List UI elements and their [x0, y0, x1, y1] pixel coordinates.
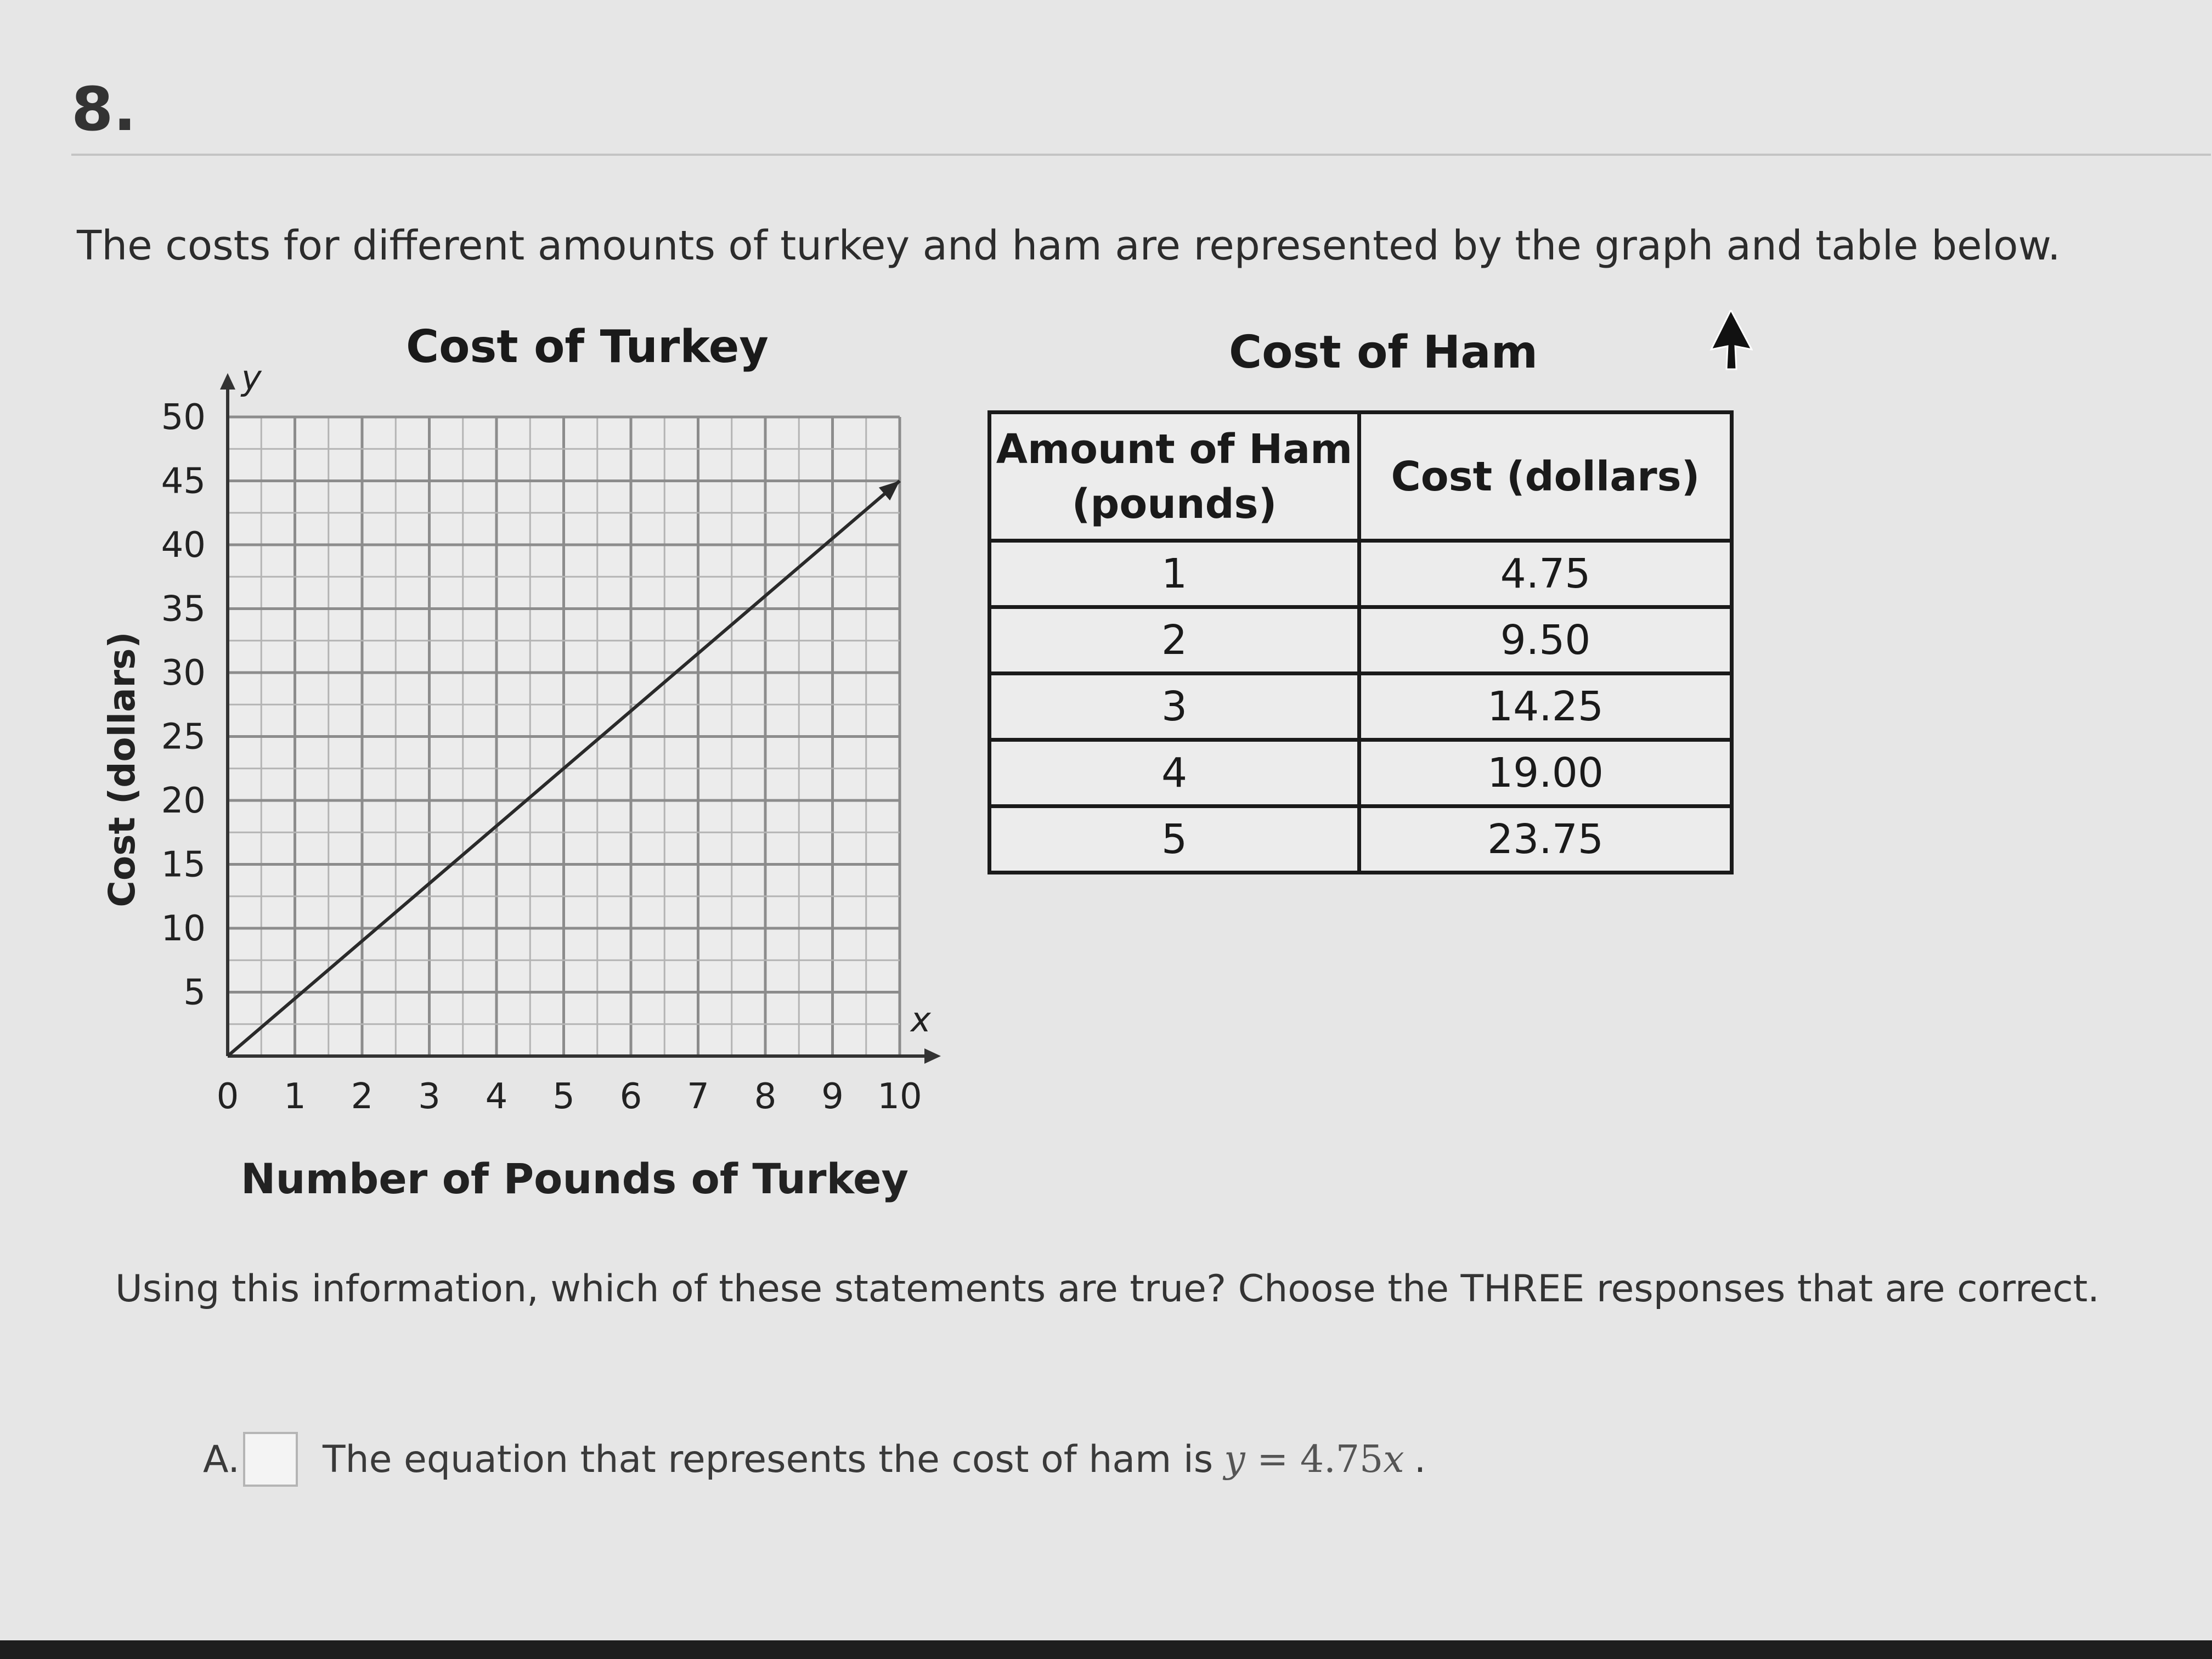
x-axis-title: Number of Pounds of Turkey — [240, 1154, 909, 1203]
y-tick-label: 35 — [161, 589, 206, 630]
x-tick-label: 2 — [351, 1076, 374, 1117]
x-tick-label: 1 — [284, 1076, 306, 1117]
mouse-pointer-icon — [1709, 310, 1753, 370]
table-header-cost: Cost (dollars) — [1359, 413, 1732, 541]
y-tick-label: 50 — [161, 397, 206, 438]
table-cell-cost: 14.25 — [1359, 674, 1732, 740]
equation-x: x — [1383, 1437, 1404, 1481]
x-tick-label: 5 — [552, 1076, 575, 1117]
y-tick-label: 40 — [161, 525, 206, 566]
y-tick-label: 20 — [161, 781, 206, 821]
equation-variable: y — [1224, 1437, 1245, 1481]
y-tick-label: 10 — [161, 909, 206, 949]
table-cell-cost: 19.00 — [1359, 740, 1732, 806]
y-axis-letter: y — [241, 358, 262, 398]
table-cell-cost: 4.75 — [1359, 541, 1732, 607]
equation-equals: = — [1245, 1437, 1300, 1481]
x-tick-label: 9 — [821, 1076, 844, 1117]
x-tick-label: 6 — [619, 1076, 642, 1117]
table-cell-amount: 2 — [990, 607, 1359, 674]
y-tick-label: 5 — [183, 972, 206, 1013]
chart-title: Cost of Turkey — [406, 321, 769, 373]
table-row — [990, 806, 1732, 873]
table-cell-amount: 5 — [990, 806, 1359, 873]
table-header-amount: Amount of Ham (pounds) — [990, 413, 1359, 541]
x-tick-label: 0 — [216, 1076, 239, 1117]
table-row — [990, 674, 1732, 740]
y-tick-label: 30 — [161, 653, 206, 693]
option-a[interactable] — [203, 1432, 1426, 1487]
x-tick-label: 7 — [687, 1076, 709, 1117]
ham-cost-table — [988, 410, 1734, 874]
question-prompt: The costs for different amounts of turkey and ham are represented by the graph and table below. — [77, 222, 2061, 269]
option-text: The equation that represents the cost of ham is — [322, 1437, 1214, 1481]
table-header-row — [990, 413, 1732, 541]
question-number: 8. — [71, 74, 137, 144]
question-instructions: Using this information, which of these statements are true? Choose the THREE responses that are correct. — [115, 1267, 2100, 1311]
divider — [71, 154, 2211, 156]
table-row — [990, 607, 1732, 674]
table-cell-amount: 4 — [990, 740, 1359, 806]
table-cell-cost: 9.50 — [1359, 607, 1732, 674]
y-tick-label: 15 — [161, 844, 206, 885]
y-axis-arrow-icon — [220, 373, 235, 390]
y-tick-label: 25 — [161, 716, 206, 758]
table-cell-cost: 23.75 — [1359, 806, 1732, 873]
x-tick-label: 3 — [418, 1076, 441, 1117]
option-equation — [1224, 1438, 1404, 1481]
table-cell-amount: 1 — [990, 541, 1359, 607]
table-cell-amount: 3 — [990, 674, 1359, 740]
x-tick-label: 10 — [877, 1076, 922, 1117]
x-tick-label: 4 — [485, 1076, 508, 1117]
x-axis-arrow-icon — [924, 1048, 941, 1064]
equation-coefficient: 4.75 — [1300, 1437, 1384, 1481]
turkey-cost-chart — [0, 329, 988, 1207]
y-tick-label: 45 — [161, 461, 206, 502]
x-tick-label: 8 — [754, 1076, 777, 1117]
table-row — [990, 740, 1732, 806]
table-title: Cost of Ham — [1229, 326, 1538, 379]
x-axis-letter: x — [911, 1000, 931, 1040]
option-letter: A. — [203, 1437, 240, 1481]
option-end: . — [1414, 1437, 1426, 1481]
y-axis-title: Cost (dollars) — [101, 631, 143, 907]
option-a-checkbox[interactable] — [243, 1432, 298, 1487]
table-row — [990, 541, 1732, 607]
